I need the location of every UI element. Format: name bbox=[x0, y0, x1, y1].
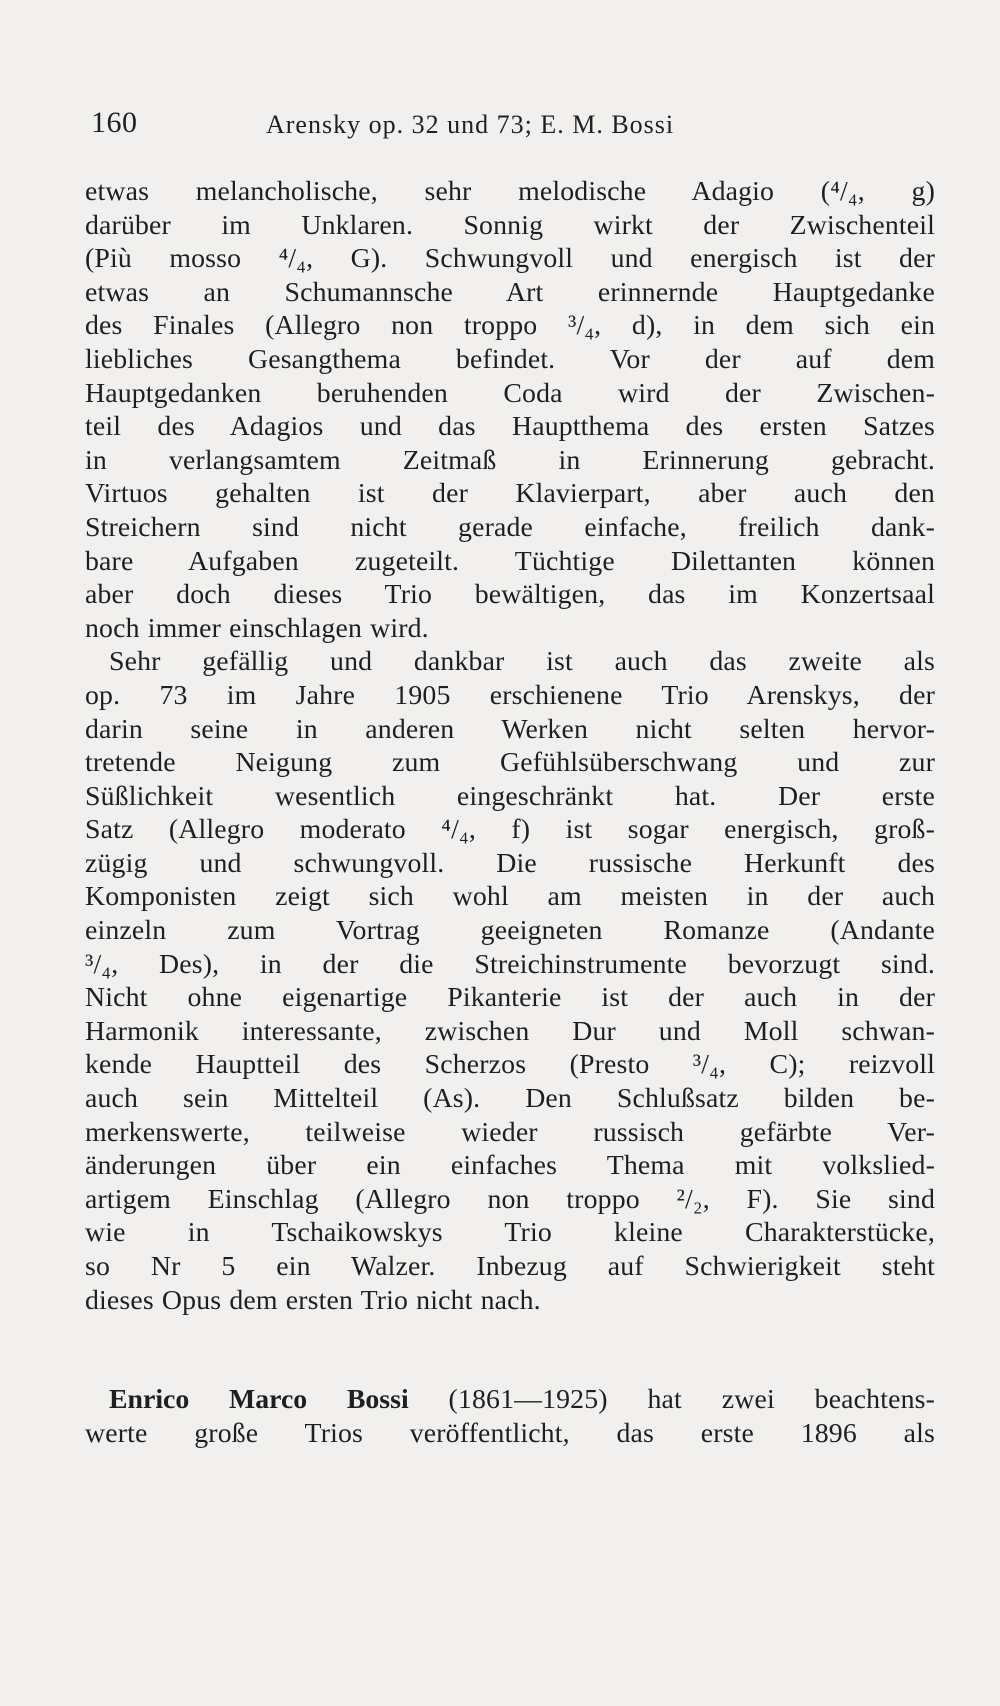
text-line: so Nr 5 ein Walzer. Inbezug auf Schwierigkeit steht bbox=[85, 1251, 935, 1282]
text-line: auch sein Mittelteil (As). Den Schlußsatz bilden be- bbox=[85, 1083, 935, 1115]
text-line: in verlangsamtem Zeitmaß in Erinnerung gebracht. bbox=[85, 444, 935, 476]
text-line: Sehr gefällig und dankbar ist auch das zweite als bbox=[109, 646, 935, 678]
text-line: darin seine in anderen Werken nicht selten hervor- bbox=[85, 713, 935, 745]
text-line: dieses Opus dem ersten Trio nicht nach. bbox=[85, 1284, 541, 1316]
page-number: 160 bbox=[91, 106, 138, 139]
body-text bbox=[85, 175, 935, 1450]
text-line: etwas an Schumannsche Art erinnernde Hauptgedanke bbox=[85, 276, 935, 308]
text-line: Satz (Allegro moderato ⁴/₄, f) ist sogar energisch, groß- bbox=[85, 814, 935, 846]
text-line: liebliches Gesangthema befindet. Vor der auf dem bbox=[85, 343, 935, 375]
running-title: Arensky op. 32 und 73; E. M. Bossi bbox=[266, 110, 675, 139]
text-line: einzeln zum Vortrag geeigneten Romanze (Andante bbox=[85, 915, 935, 947]
text-line: ³/₄, Des), in der die Streichinstrumente bevorzugt sind. bbox=[85, 948, 935, 980]
text-line: Hauptgedanken beruhenden Coda wird der Zwischen- bbox=[85, 377, 935, 409]
text-line: artigem Einschlag (Allegro non troppo ²/₂, F). Sie sind bbox=[85, 1183, 935, 1215]
paragraph-2 bbox=[85, 645, 935, 1317]
text-line: werte große Trios veröffentlicht, das erste 1896 als bbox=[85, 1417, 935, 1449]
text-line: des Finales (Allegro non troppo ³/₄, d), in dem sich ein bbox=[85, 310, 935, 342]
text-line: kende Hauptteil des Scherzos (Presto ³/₄, C); reizvoll bbox=[85, 1049, 935, 1081]
text-line: Komponisten zeigt sich wohl am meisten in der auch bbox=[85, 881, 935, 913]
paragraph-1 bbox=[85, 175, 935, 645]
text-line bbox=[85, 1383, 935, 1417]
text-line: bare Aufgaben zugeteilt. Tüchtige Dilettanten können bbox=[85, 545, 935, 577]
text-line: wie in Tschaikowskys Trio kleine Charakterstücke, bbox=[85, 1217, 935, 1249]
text-line: Nicht ohne eigenartige Pikanterie ist der auch in der bbox=[85, 982, 935, 1014]
text-line: Süßlichkeit wesentlich eingeschränkt hat. Der erste bbox=[85, 780, 935, 812]
text-line: zügig und schwungvoll. Die russische Herkunft des bbox=[85, 847, 935, 879]
text-line: etwas melancholische, sehr melodische Adagio (⁴/₄, g) bbox=[85, 176, 935, 207]
text-fragment: (1861—1925) hat zwei beachtens- bbox=[448, 1384, 935, 1416]
section-gap bbox=[85, 1317, 935, 1383]
text-line: noch immer einschlagen wird. bbox=[85, 612, 429, 644]
text-line: teil des Adagios und das Hauptthema des ersten Satzes bbox=[85, 411, 935, 443]
text-line: tretende Neigung zum Gefühlsüberschwang und zur bbox=[85, 747, 935, 779]
text-line: aber doch dieses Trio bewältigen, das im Konzertsaal bbox=[85, 579, 935, 611]
text-line: Virtuos gehalten ist der Klavierpart, aber auch den bbox=[85, 478, 935, 510]
composer-name: Enrico Marco Bossi bbox=[109, 1384, 409, 1416]
text-line: op. 73 im Jahre 1905 erschienene Trio Arenskys, der bbox=[85, 679, 935, 711]
text-line: Harmonik interessante, zwischen Dur und Moll schwan- bbox=[85, 1015, 935, 1047]
paragraph-3 bbox=[85, 1383, 935, 1450]
text-line: änderungen über ein einfaches Thema mit volkslied- bbox=[85, 1150, 935, 1182]
text-line: (Più mosso ⁴/₄, G). Schwungvoll und energisch ist der bbox=[85, 243, 935, 275]
text-line: darüber im Unklaren. Sonnig wirkt der Zwischenteil bbox=[85, 209, 935, 241]
text-line: Streichern sind nicht gerade einfache, freilich dank- bbox=[85, 511, 935, 543]
text-line: merkenswerte, teilweise wieder russisch gefärbte Ver- bbox=[85, 1116, 935, 1148]
